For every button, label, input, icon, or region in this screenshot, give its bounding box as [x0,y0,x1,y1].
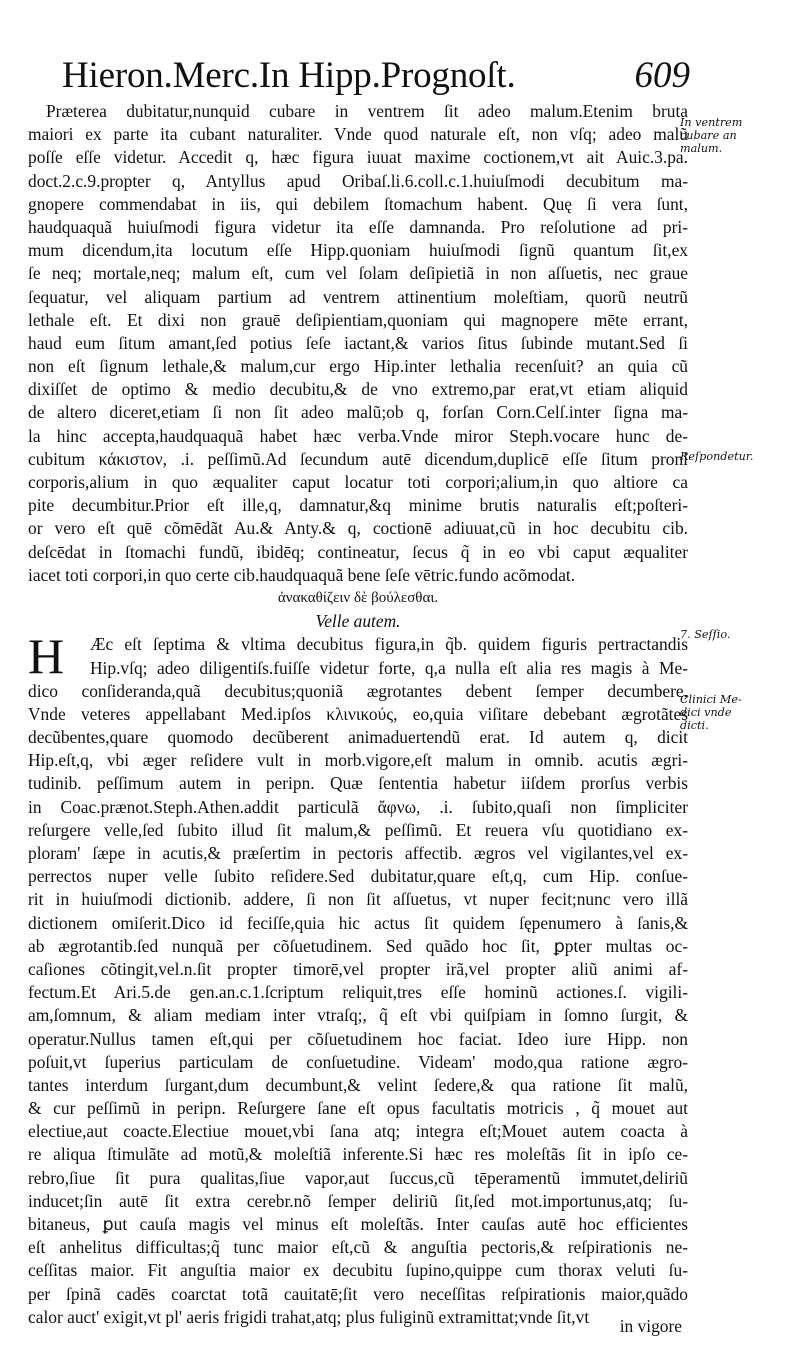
text-line: operatur.Nullus tamen eſt,qui per cõſuetudinem hoc faciat. Ideo iure Hipp. non [28,1028,688,1049]
text-line: & cur peſſimũ in peripn. Reſurgere ſane eſt opus facultatis motricis , q̃ mouet aut [28,1098,688,1119]
text-line: de altero diceret,etiam ſi non ſit adeo malũ;ob q, forſan Corn.Celſ.inter ſigna ma- [28,402,688,423]
margin-note-line: Clinici Me- [680,693,742,706]
text-line: Hip.vſq; adeo diligentiſs.fuiſſe videtur forte, q,a nulla eſt alia res magis à Me- [90,657,688,678]
text-line: dictionem omiſerit.Dico id feciſſe,quia hic actus ſit quidem ſępenumero à ſanis,& [28,912,688,933]
margin-note-line: dicti. [680,719,709,732]
section-2-opening [28,628,688,685]
text-line: corporis,alium in quo æqualiter caput locatur toti corpori;alium,in quo altiore ca [28,472,688,492]
text-line: Præterea dubitatur,nunquid cubare in ventrem ſit adeo malum.Etenim bruta [46,101,688,121]
text-line: poſuit,vt ſuperius particulam de conſuetudine. Videam' modo,qua ratione ægro- [28,1051,688,1072]
section-2 [28,680,688,1329]
text-line: am,ſomnum, & aliam mediam inter vtraſq;, q̃ eſt vbi quiſpiam in ſomno ſurgit, & [28,1005,688,1026]
margin-note-clinici [680,693,795,732]
text-line: haud eum ſitum amant,ſed potius ſeſe iactant,& varios ſitus ſubinde mutant.Sed ſi [28,332,688,353]
margin-note-line: 7. Seſſio. [680,628,731,641]
text-line: bitaneus, ꝑut cauſa magis vel minus eſt moleſtãs. Inter cauſas autē hoc efficientes [28,1214,688,1234]
text-line: rit in huiuſmodi dictionib. addere, ſi non ſit aſſuetus, vt nuper fecit;nunc vero illã [28,889,688,910]
text-line: per ſpinã cadēs coarctat totã cauitatē;ſit vero neceſſitas reſpirationis maior,quãdo [28,1283,688,1304]
text-line: ſequatur, vel aliquam partium ad ventrem attinentium moleſtiam, quorũ neutrũ [28,286,688,307]
running-header [62,50,690,102]
drop-cap: H [28,628,65,685]
text-line: poſſe eſſe videtur. Accedit q, hæc figura iuuat maxime coctionem,vt ait Auic.3.pa. [28,147,688,168]
lemma-heading: Velle autem. [315,611,401,632]
text-line: in Coac.prænot.Steph.Athen.addit particulã ἄφνω, .i. ſubito,quaſi non ſimpliciter [28,796,688,817]
text-line: tudinib. peſſimum autem in peripn. Quæ ſententia habetur iiſdem prorſus verbis [28,773,688,794]
text-line: electiue,aut coacte.Electiue mouet,vbi ſana atq; integra eſt;Mouet autem coacta à [28,1121,688,1142]
text-line: inducet;ſin autē ſit extra cerebr.nõ ſemper deliriũ ſit,ſed mot.importunus,atq; ſu- [28,1190,688,1211]
text-line: rebro,ſiue ſit pura qualitas,ſiue vapor,aut ſuccus,cũ tēperamentũ immutet,deliriũ [28,1167,688,1188]
text-line: dico conſideranda,quã decubitus;quoniã ægrotantes debent ſemper decumbere, [28,680,688,701]
text-line: haudquaquã huiuſmodi figura videtur ita eſſe damnanda. Pro reſolutione ad pri- [28,216,688,237]
text-line: doct.2.c.9.propter q, Antyllus apud Oribaſ.li.6.coll.c.1.huiuſmodi decubitum ma- [28,170,688,191]
text-line: decũbentes,quare quomodo decũberent animaduertendũ erat. Id autem q, dicit [28,727,688,748]
margin-note-line: In ventrem [680,116,743,129]
text-line: or vero eſt quē cõmēdãt Au.& Anty.& q, coctionē adiuuat,cũ in hoc decubitu cib. [28,518,688,539]
text-line: non eſt ſignum lethale,& malum,cur ergo Hip.inter lethalia recenſuit? an quia cũ [28,356,688,377]
margin-note-line: Reſpondetur. [680,450,754,463]
text-line: cubitum κάκιστον, .i. peſſimũ.Ad ſecundum autē dicendum,duplicē eſſe ſitum proni [28,448,688,469]
text-line: deſcēdat in ſtomachi fundũ, ibidēq; contineatur, ſecus q̃ in eo vbi caput æqualiter [28,541,688,562]
text-line: pite decumbitur.Prior eſt ille,q, damnatur,&q minime brutis naturalis eſt;poſteri- [28,495,688,516]
text-line: maiori ex parte ita cubant naturaliter. Vnde quod naturale eſt, non vſq; adeo malũ [28,124,688,145]
text-line: re aliqua ſtimulãte ad motũ,& moleſtiã inferente.Si hæc res moleſtãs ſit in ipſo ce- [28,1144,688,1165]
margin-note-line: cubare an [680,129,737,142]
text-line: perrectos nuper velle ſubito reſidere.Sed dubitatur,quare eſt,q, cum Hip. conſue- [28,866,688,887]
margin-note-line: dici vnde [680,706,732,719]
text-line: dixiſſet de optimo & medio decubitu,& de vno extremo,par erat,vt etiam aliquid [28,379,688,400]
text-line: Vnde veteres appellabant Med.ipſos κλινικούς, eo,quia viſitare debebant ægrotãtes [28,703,688,724]
section-1 [28,100,688,587]
text-line: iacet toti corpori,in quo certe cib.haudquaquã bene ſeſe vētric.fundo acõmodat. [28,564,576,585]
page-number: 609 [634,55,690,96]
text-line: ſe neq; mortale,neq; malum eſt, cum vel ſolam deſipietiã in non aſſuetis, nec graue [28,263,688,284]
text-line: tantes interdum ſurgant,dum decumbunt,& velint ſedere,& qua ratione ſit malũ, [28,1074,688,1095]
text-line: reſurgere velle,ſed ſubito illud ſit malum,& peſſimũ. Et reuera vſu quotidiano ex- [28,819,688,840]
margin-note-line: malum. [680,142,723,155]
catchword: in vigore [619,1316,682,1336]
margin-note-respondetur [680,450,795,463]
text-line: fectum.Et Ari.5.de gen.an.c.1.ſcriptum reliquit,tres eſſe hominũ actiones.ſ. vigili- [28,982,688,1003]
text-line: calor auct' exigit,vt pl' aeris frigidi trahat,atq; plus fuliginũ extramittat;vnde ſit,vt [28,1306,590,1327]
text-line: la hinc accepta,haudquaquã habet hæc verba.Vnde miror Steph.vocare hunc de- [28,425,688,446]
running-title: Hieron.Merc.In Hipp.Prognoſt. [62,55,516,96]
main-text [28,100,688,1329]
text-line: caſiones cõtingit,vel.n.ſit propter timorē,vel propter irã,vel propter aliũ animi af- [28,958,688,979]
text-line: eſt anhelitus difficultas;q̃ tunc maior eſt,cũ & anguſtia pectoris,& reſpirationis ne- [28,1237,688,1258]
greek-lemma: ἀνακαθίζειν δὲ βούλεσθαι. [277,589,439,606]
margin-note-sessio [680,628,795,641]
text-line: ab ægrotantib.ſed nunquã per cõſuetudinem. Sed quãdo hoc ſit, ꝑpter multas oc- [28,935,688,956]
text-line: ploram' ſæpe in acutis,& præſertim in pectoris affectib. ægros vel vigilantes,vel ex- [28,843,688,863]
text-line: Hip.eſt,q, vbi æger reſidere vult in morb.vigore,eſt malum in omnib. acutis ægri- [28,750,688,771]
margin-note-ventrem [680,116,795,155]
text-line: ceſſitas maior. Fit anguſtia maior ex decubitu ſupino,quippe cum thorax veluti ſu- [28,1260,688,1281]
text-line: mum dicendum,ita locutum eſſe Hipp.quoniam huiuſmodi ſignũ quantum ſit,ex [28,240,688,261]
text-line: lethale eſt. Et dixi non grauē deſipientiam,quoniam qui magnopere mēte errant, [28,309,688,330]
text-line: Æc eſt ſeptima & vltima decubitus figura,in q̃b. quidem figuris pertractandis [90,634,688,655]
text-line: gnopere commendabat in iis, qui debilem ſtomachum habent. Quę ſi vera ſunt, [28,193,688,214]
